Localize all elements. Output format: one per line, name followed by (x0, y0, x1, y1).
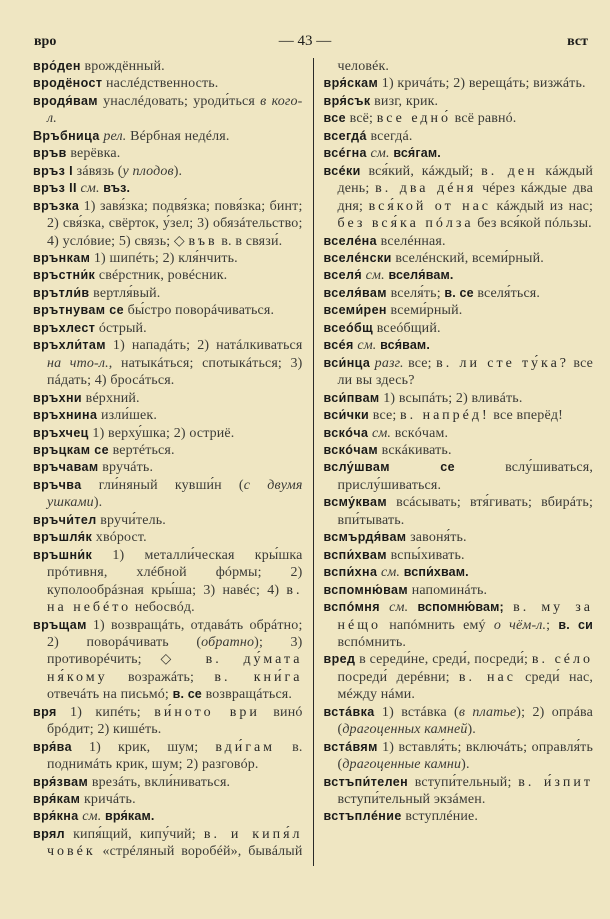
entry-translation: вступи́тельный; (408, 774, 519, 790)
entry-headword: вси́пвам (323, 390, 380, 405)
dictionary-entry (324, 704, 594, 739)
dictionary-entry (324, 250, 594, 267)
entry-translation: хвóрост. (92, 530, 147, 546)
entry-headword: вря́сък (323, 93, 371, 108)
entry-headword: вря́кна (33, 809, 79, 824)
entry-example-phrase: в. и кипя́л човéк (47, 826, 303, 860)
entry-headword: вси́нца (323, 355, 371, 370)
dictionary-entry (33, 93, 303, 128)
entry-translation: в. в связи́. (217, 233, 283, 249)
entry-translation: возражáть; (107, 669, 215, 685)
entry-headword: вселя́вам (323, 285, 387, 300)
entry-translation: посреди́ дерéвни; (337, 669, 459, 685)
entry-translation: кáждый день; (337, 163, 593, 197)
entry-example-phrase: без вся́ка пóлза (337, 216, 474, 232)
dictionary-entry (324, 407, 594, 424)
dictionary-entry (33, 529, 303, 546)
entry-usage-note: на что-л. (47, 355, 109, 371)
entry-translation: всеóбщий. (373, 320, 441, 336)
entry-translation (408, 600, 417, 615)
entry-translation: 1) кричáть; 2) верещáть; визжáть. (378, 76, 586, 92)
entry-cross-reference: вселя́вам. (388, 268, 454, 283)
entry-translation: кáждый из нас; (491, 198, 593, 214)
entry-translation: изли́шек. (97, 408, 157, 424)
entry-translation: 1) шипéть; 2) кля́нчить. (90, 250, 238, 266)
entry-headword: всéя (323, 338, 354, 353)
entry-headword: всéгна (323, 146, 367, 161)
dictionary-entry (324, 529, 594, 546)
entry-usage-note: о чём-л. (493, 617, 547, 633)
dictionary-entry (33, 163, 303, 180)
entry-headword: встáвка (323, 704, 375, 719)
dictionary-entry (324, 547, 594, 564)
dictionary-entry (324, 564, 594, 581)
entry-headword: вспи́хна (323, 565, 378, 580)
entry-example-phrase: в. напрéд! (400, 408, 490, 424)
entry-headword: врътнувам се (33, 303, 124, 318)
dictionary-entry (33, 407, 303, 424)
entry-translation: 1) крик, шум; (71, 739, 216, 755)
entry-translation: врождённый. (80, 59, 165, 74)
dictionary-entry (33, 267, 303, 284)
entry-example-phrase: вся́кой от нас (368, 198, 492, 214)
entry-usage-note: с двумя ушками (47, 477, 303, 511)
entry-headword: вскóчам (323, 442, 378, 457)
entry-headword: връхли́там (33, 338, 106, 353)
dictionary-entry (33, 425, 303, 442)
entry-example-phrase: в. кни́га (214, 669, 303, 685)
entry-translation: вселéнная. (376, 233, 446, 249)
entry-cross-reference: вся́вам. (380, 338, 430, 353)
entry-headword: встъплéние (323, 809, 402, 824)
entry-headword: връхчец (33, 425, 89, 440)
entry-headword: връчи́тел (33, 512, 97, 527)
entry-headword: връв (33, 146, 67, 161)
entry-translation: вся́кий, кáждый; (360, 163, 482, 179)
entry-usage-note: у плодов (122, 163, 174, 179)
entry-translation: в. поднимáть крик, шум; 2) разговóр. (47, 739, 303, 773)
entry-translation: небосвóд. (131, 600, 195, 616)
entry-translation: ). (93, 495, 103, 511)
entry-example-phrase: в. и́зпит (518, 774, 593, 790)
entry-headword: вселéна (323, 233, 377, 248)
entry-headword: всму́квам (323, 495, 388, 510)
entry-translation: всё равнó. (451, 111, 517, 127)
entry-example-phrase: в. ден (481, 163, 538, 179)
entry-translation: завоня́ть. (406, 530, 467, 546)
running-head-left: вро (34, 34, 57, 49)
entry-headword: връхнина (33, 408, 98, 423)
entry-usage-note: см. (371, 425, 392, 441)
entry-translation: все ли вы здесь? (337, 355, 594, 389)
entry-translation: всáсывать; втя́гивать; вбирáть; впи́тывать. (337, 495, 593, 528)
entry-headword: врял (33, 826, 65, 841)
entry-headword: връз II (33, 181, 77, 196)
entry-translation: напóмнить емý (381, 617, 494, 633)
entry-headword: вря́скам (323, 76, 379, 91)
entry-headword: връчавам (33, 460, 99, 475)
dictionary-entry (324, 337, 594, 354)
dictionary-entry (33, 337, 303, 389)
entry-translation: вселя́ться. (473, 285, 541, 301)
entry-translation: 1) верху́шка; 2) остриё. (88, 425, 235, 441)
dictionary-entry (33, 617, 303, 704)
entry-headword: всмърдя́вам (323, 530, 407, 545)
entry-usage-note: драгоценных камней (342, 722, 468, 738)
entry-headword: връчва (33, 477, 82, 492)
entry-usage-note: обратно (201, 634, 255, 650)
entry-usage-note: см. (80, 181, 100, 197)
entry-translation: все; (403, 355, 437, 371)
dictionary-entry (324, 302, 594, 319)
dictionary-entry (33, 58, 303, 75)
dictionary-entry (324, 267, 594, 284)
entry-usage-note: в платье (458, 704, 517, 720)
entry-example-phrase: в. ли сте ту́ка? (436, 355, 570, 371)
entry-cross-reference: вспомню́вам; (417, 600, 504, 615)
dictionary-entry (33, 285, 303, 302)
entry-headword: връшни́к (33, 547, 93, 562)
entry-headword: всéки (323, 163, 361, 178)
entry-translation (504, 600, 513, 615)
dictionary-entry (324, 285, 594, 302)
entry-headword: връщам (33, 617, 87, 632)
dictionary-entry (33, 390, 303, 407)
entry-headword: встъпи́телен (323, 774, 409, 789)
dictionary-entry (324, 355, 594, 390)
entry-translation: возвращáться. (201, 687, 293, 703)
entry-translation: вспóмнить. (337, 634, 407, 650)
entry-usage-note: см. (365, 268, 385, 284)
dictionary-entry (33, 808, 303, 825)
entry-headword: все (323, 111, 346, 126)
entry-translation (380, 600, 389, 615)
entry-headword: врънкам (33, 250, 91, 265)
entry-example-phrase: в. два дéня (375, 181, 477, 197)
entry-example-phrase: в. сéло (531, 652, 594, 668)
entry-headword: връцкам се (33, 442, 109, 457)
entry-headword: вскóча (323, 425, 369, 440)
entry-example-phrase: вди́гам (215, 739, 276, 755)
entry-translation: , натыкáться; спотыкáться; 3) пáдать; 4) бросáться. (47, 355, 303, 389)
entry-translation: вслу́шиваться, прислу́шиваться. (337, 460, 593, 493)
dictionary-entry (324, 233, 594, 250)
dictionary-entry (33, 250, 303, 267)
entry-translation: вспы́хивать. (386, 547, 465, 563)
dictionary-entry (324, 459, 594, 494)
dictionary-entry (33, 145, 303, 162)
entry-translation: вертéться. (108, 442, 175, 458)
dictionary-entry (324, 110, 594, 127)
entry-headword: вси́чки (323, 408, 370, 423)
dictionary-entry (33, 442, 303, 459)
entry-translation: ). (461, 757, 470, 773)
entry-translation: 1) кипéть; (56, 704, 155, 720)
entry-cross-reference: в. си (558, 617, 593, 632)
dictionary-entry (324, 425, 594, 442)
entry-translation: кричáть. (80, 792, 136, 808)
entry-translation: вселя́ть; (386, 285, 445, 301)
entry-example-phrase: ви́ното ври (154, 704, 260, 720)
entry-translation: кипя́щий, кипу́чий; (65, 826, 204, 842)
entry-usage-note: см. (370, 146, 390, 162)
dictionary-entry (33, 75, 303, 92)
entry-headword: вродёност (33, 76, 103, 91)
entry-translation: в середи́не, среди́, посреди́; (355, 652, 532, 668)
dictionary-entry (324, 390, 594, 407)
entry-headword: вспомню́вам (323, 582, 409, 597)
entry-headword: връзка (33, 198, 80, 213)
dictionary-entry (33, 704, 303, 739)
entry-translation: 1) завя́зка; подвя́зка; повя́зка; бинт; 2) свя́зка, свёрток, у́зел; 3) обязáтельство; 4) услóвие; 5) связь; ◇ (47, 198, 303, 249)
entry-cross-reference: вря́кам. (105, 809, 155, 824)
dictionary-entry (324, 145, 594, 162)
entry-translation: ). (173, 163, 183, 179)
entry-translation: всеми́рный. (386, 303, 463, 319)
entry-headword: встáвям (323, 739, 378, 754)
entry-usage-note: см. (357, 338, 377, 354)
entry-headword: връстни́к (33, 268, 96, 283)
entry-translation: среди́ нас, мéжду нáми. (337, 669, 593, 703)
dictionary-entry (324, 494, 594, 529)
entry-headword: вред (323, 652, 356, 667)
dictionary-entry (324, 128, 594, 145)
entry-headword: вря́ва (33, 739, 72, 754)
entry-translation: всё; (345, 111, 377, 127)
dictionary-entry (324, 75, 594, 92)
entry-translation: 1) встáвка ( (374, 704, 459, 720)
entry-headword: вродя́вам (33, 93, 98, 108)
entry-translation: вéрхний. (82, 390, 140, 406)
dictionary-entry (33, 302, 303, 319)
entry-headword: вслу́швам се (323, 460, 455, 475)
entry-translation: унаслéдовать; уроди́ться (97, 93, 261, 109)
entry-translation: чéрез кáждые два дня; (337, 181, 593, 214)
entry-translation: 1) возвращáть, отдавáть обрáтно; 2) поворáчивать ( (47, 617, 303, 650)
entry-usage-note: разг. (374, 355, 404, 371)
entry-translation: вскóчам. (391, 425, 449, 441)
entry-headword: врътли́в (33, 285, 90, 300)
entry-translation: зáвязь ( (73, 163, 123, 179)
dictionary-entry (33, 739, 303, 774)
entry-translation: 1) всыпáть; 2) вливáть. (379, 390, 523, 406)
entry-usage-note: см. (380, 565, 401, 581)
entry-translation: 1) вставля́ть; включáть; оправля́ть ( (337, 739, 593, 773)
entry-translation: верёвка. (66, 146, 121, 162)
entry-headword: вселя́ (323, 268, 363, 283)
entry-headword: връхлест (33, 320, 96, 335)
entry-translation: вручáть. (98, 460, 154, 476)
dictionary-entry (324, 320, 594, 337)
dictionary-entry (33, 198, 303, 250)
dictionary-entry (324, 808, 594, 825)
entry-translation: все вперёд! (489, 408, 563, 424)
dictionary-entry (324, 599, 594, 651)
entry-cross-reference: въз. (103, 181, 131, 196)
entry-headword: вря́звам (33, 774, 89, 789)
entry-translation: ); 2) опрáва ( (337, 704, 593, 738)
entry-headword: вселéнски (323, 250, 392, 265)
entry-example-phrase: все едно́ (376, 111, 452, 127)
entry-cross-reference: в. се (444, 285, 474, 300)
dictionary-entry (33, 512, 303, 529)
dictionary-entry (33, 774, 303, 791)
entry-translation: вселéнский, всеми́рный. (391, 250, 544, 266)
entry-translation: óстрый. (95, 320, 147, 336)
dictionary-entry (33, 128, 303, 145)
entry-translation: напоминáть. (408, 582, 488, 598)
entry-translation: без вся́кой пóльзы. (473, 216, 592, 232)
entry-translation: врезáть, вкли́ниваться. (88, 774, 231, 790)
entry-translation: всегдá. (366, 128, 413, 144)
entry-headword: всегдá (323, 128, 367, 143)
entry-example-phrase: в. нас (458, 669, 516, 685)
entry-translation: свéрстник, ровéсник. (95, 268, 228, 284)
entry-usage-note: рел. (103, 128, 127, 144)
entry-translation: вскáкивать. (377, 442, 452, 458)
entry-example-phrase: във (188, 233, 218, 249)
entry-example-phrase: в. му за нéщо (337, 600, 594, 633)
entry-translation: ; (546, 617, 559, 633)
entry-translation: визг, крик. (370, 93, 439, 109)
entry-translation: ). (467, 722, 476, 738)
entry-translation: гли́няный кувши́н ( (81, 477, 244, 493)
dictionary-entry (33, 791, 303, 808)
entry-headword: връшля́к (33, 530, 93, 545)
dictionary-entry (324, 582, 594, 599)
entry-translation: винó брóдит; 2) кишéть. (47, 704, 303, 738)
entry-usage-note: драгоценные камни (342, 757, 462, 773)
entry-translation: 1) нападáть; 2) натáлкиваться (105, 338, 303, 354)
entry-cross-reference: в. се (172, 687, 202, 702)
dictionary-entry (33, 320, 303, 337)
entry-headword: вспи́хвам (323, 547, 387, 562)
entry-translation: вертля́вый. (89, 285, 161, 301)
dictionary-entry (33, 180, 303, 197)
entry-headword: всеóбщ (323, 320, 374, 335)
entry-translation: вступи́тельный экзáмен. (337, 792, 486, 808)
page-number: — 43 — (278, 33, 332, 49)
dictionary-entry (324, 163, 594, 233)
entry-cross-reference: вспи́хвам. (403, 565, 469, 580)
entry-headword: всеми́рен (323, 303, 387, 318)
dictionary-entry (33, 477, 303, 512)
entry-usage-note: см. (82, 809, 102, 825)
entry-headword: Връбница (33, 128, 100, 143)
entry-translation: «стрéляный воробéй», бывáлый человéк. (95, 59, 390, 860)
entry-cross-reference: вся́гам. (393, 146, 441, 161)
dictionary-entry (324, 93, 594, 110)
entry-translation: Вéрбная недéля. (126, 128, 230, 144)
dictionary-entry (324, 739, 594, 774)
entry-headword: връхни (33, 390, 83, 405)
entry-translation: ); 3) противорéчить; ◇ (47, 634, 303, 668)
dictionary-columns (33, 58, 593, 866)
entry-example-phrase: в. ду́мата ня́кому (47, 652, 303, 685)
entry-translation: отвечáть на письмó; (47, 687, 173, 703)
entry-translation: бы́стро поворáчиваться. (123, 303, 275, 319)
entry-example-phrase: в. на небéто (47, 582, 303, 616)
dictionary-entry (324, 442, 594, 459)
entry-translation: вступлéние. (401, 809, 479, 825)
entry-headword: връз I (33, 163, 73, 178)
entry-usage-note: см. (389, 600, 409, 616)
entry-translation: все; (369, 408, 401, 424)
running-head-right: вст (567, 34, 588, 49)
entry-headword: вря́кам (33, 792, 81, 807)
entry-translation: 1) металли́ческая кры́шка прóтивня, хлéбной фóрмы; 2) куполообрáзная кры́ша; 3) навéс; 4) (47, 547, 303, 598)
entry-translation: вручи́тель. (96, 512, 166, 528)
dictionary-entry (33, 547, 303, 617)
entry-translation: наслéдственность. (102, 76, 219, 92)
entry-usage-note: в кого-л. (47, 93, 303, 127)
entry-headword: вро́ден (33, 59, 81, 73)
dictionary-entry (324, 651, 594, 703)
dictionary-entry (324, 774, 594, 809)
dictionary-entry (33, 459, 303, 476)
entry-headword: вспóмня (323, 600, 380, 615)
entry-headword: вря (33, 704, 57, 719)
